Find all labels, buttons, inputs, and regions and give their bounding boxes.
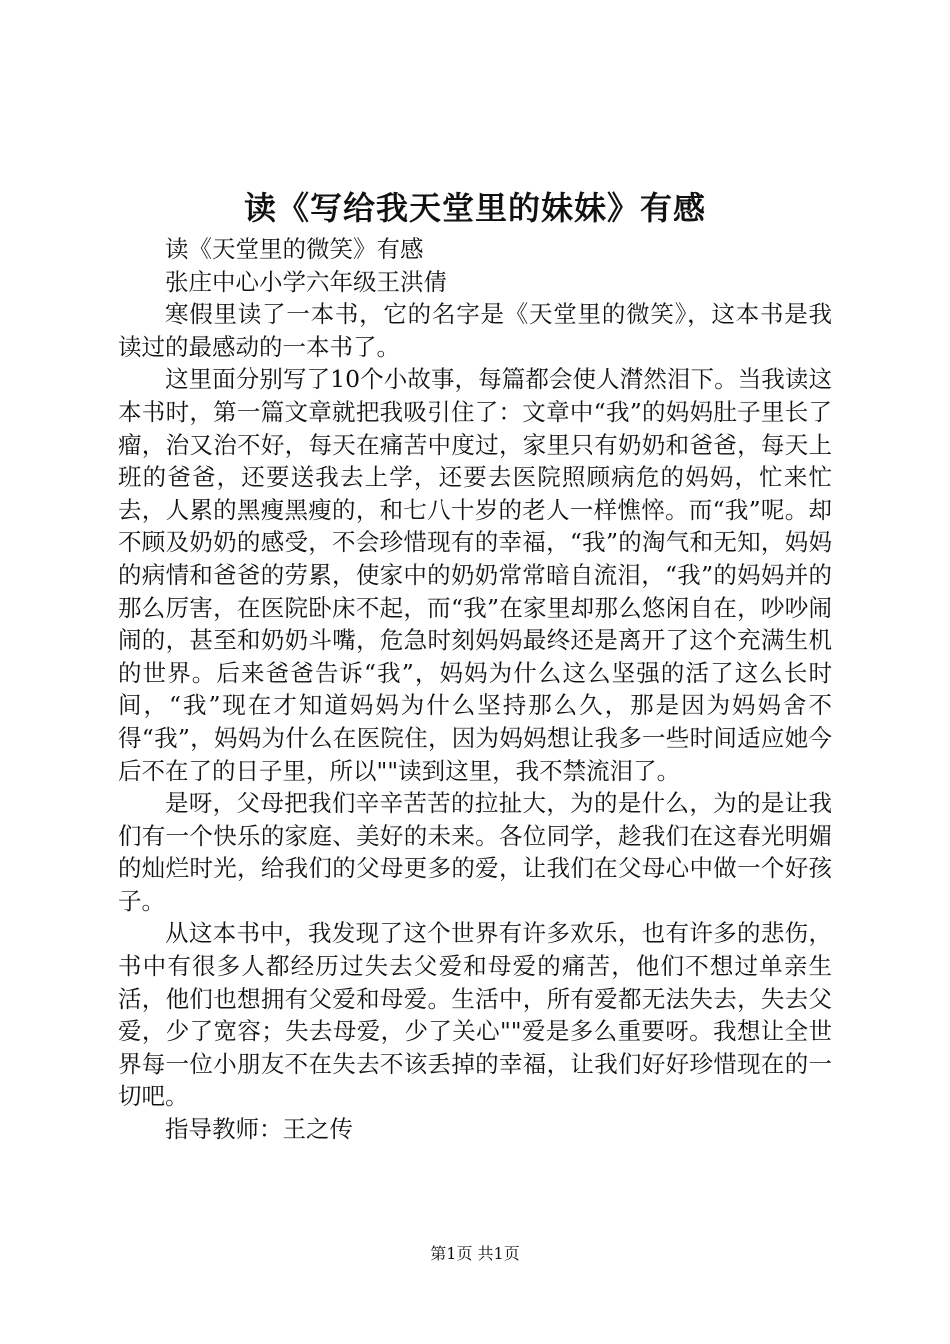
subtitle-paragraph: 读《天堂里的微笑》有感 — [165, 235, 424, 263]
author-paragraph: 张庄中心小学六年级王洪倩 — [165, 267, 447, 296]
document-body — [118, 233, 832, 1146]
page-footer: 第1页 共1页 — [430, 1244, 520, 1263]
teacher-paragraph: 指导教师：王之传 — [165, 1115, 353, 1144]
body-paragraph: 寒假里读了一本书，它的名字是《天堂里的微笑》，这本书是我读过的最感动的一本书了。 — [118, 300, 832, 361]
body-paragraph: 从这本书中，我发现了这个世界有许多欢乐，也有许多的悲伤，书中有很多人都经历过失去父爱和母爱的痛苦，他们不想过单亲生活，他们也想拥有父爱和母爱。生活中，所有爱都无法失去，失去父爱，少了宽容；失去母爱，少了关心""爱是多么重要呀。我想让全世界每一位小朋友不在失去不该丢掉的幸福，让我们好好珍惜现在的一切吧。 — [118, 919, 832, 1111]
body-paragraph: 是呀，父母把我们辛辛苦苦的拉扯大，为的是什么，为的是让我们有一个快乐的家庭、美好的未来。各位同学，趁我们在这春光明媚的灿烂时光，给我们的父母更多的爱，让我们在父母心中做一个好孩子。 — [118, 789, 832, 915]
body-paragraph: 这里面分别写了10个小故事，每篇都会使人潸然泪下。当我读这本书时，第一篇文章就把我吸引住了：文章中“我”的妈妈肚子里长了瘤，治又治不好，每天在痛苦中度过，家里只有奶奶和爸爸，每天上班的爸爸，还要送我去上学，还要去医院照顾病危的妈妈，忙来忙去，人累的黑瘦黑瘦的，和七八十岁的老人一样憔悴。而“我”呢。却不顾及奶奶的感受，不会珍惜现有的幸福，“我”的淘气和无知，妈妈的病情和爸爸的劳累，使家中的奶奶常常暗自流泪，“我”的妈妈并的那么厉害，在医院卧床不起，而“我”在家里却那么悠闲自在，吵吵闹闹的，甚至和奶奶斗嘴，危急时刻妈妈最终还是离开了这个充满生机的世界。后来爸爸告诉“我”，妈妈为什么这么坚强的活了这么长时间，“我”现在才知道妈妈为什么坚持那么久，那是因为妈妈舍不得“我”，妈妈为什么在医院住，因为妈妈想让我多一些时间适应她今后不在了的日子里，所以""读到这里，我不禁流泪了。 — [118, 365, 832, 785]
document-title: 读《写给我天堂里的妹妹》有感 — [243, 189, 706, 227]
